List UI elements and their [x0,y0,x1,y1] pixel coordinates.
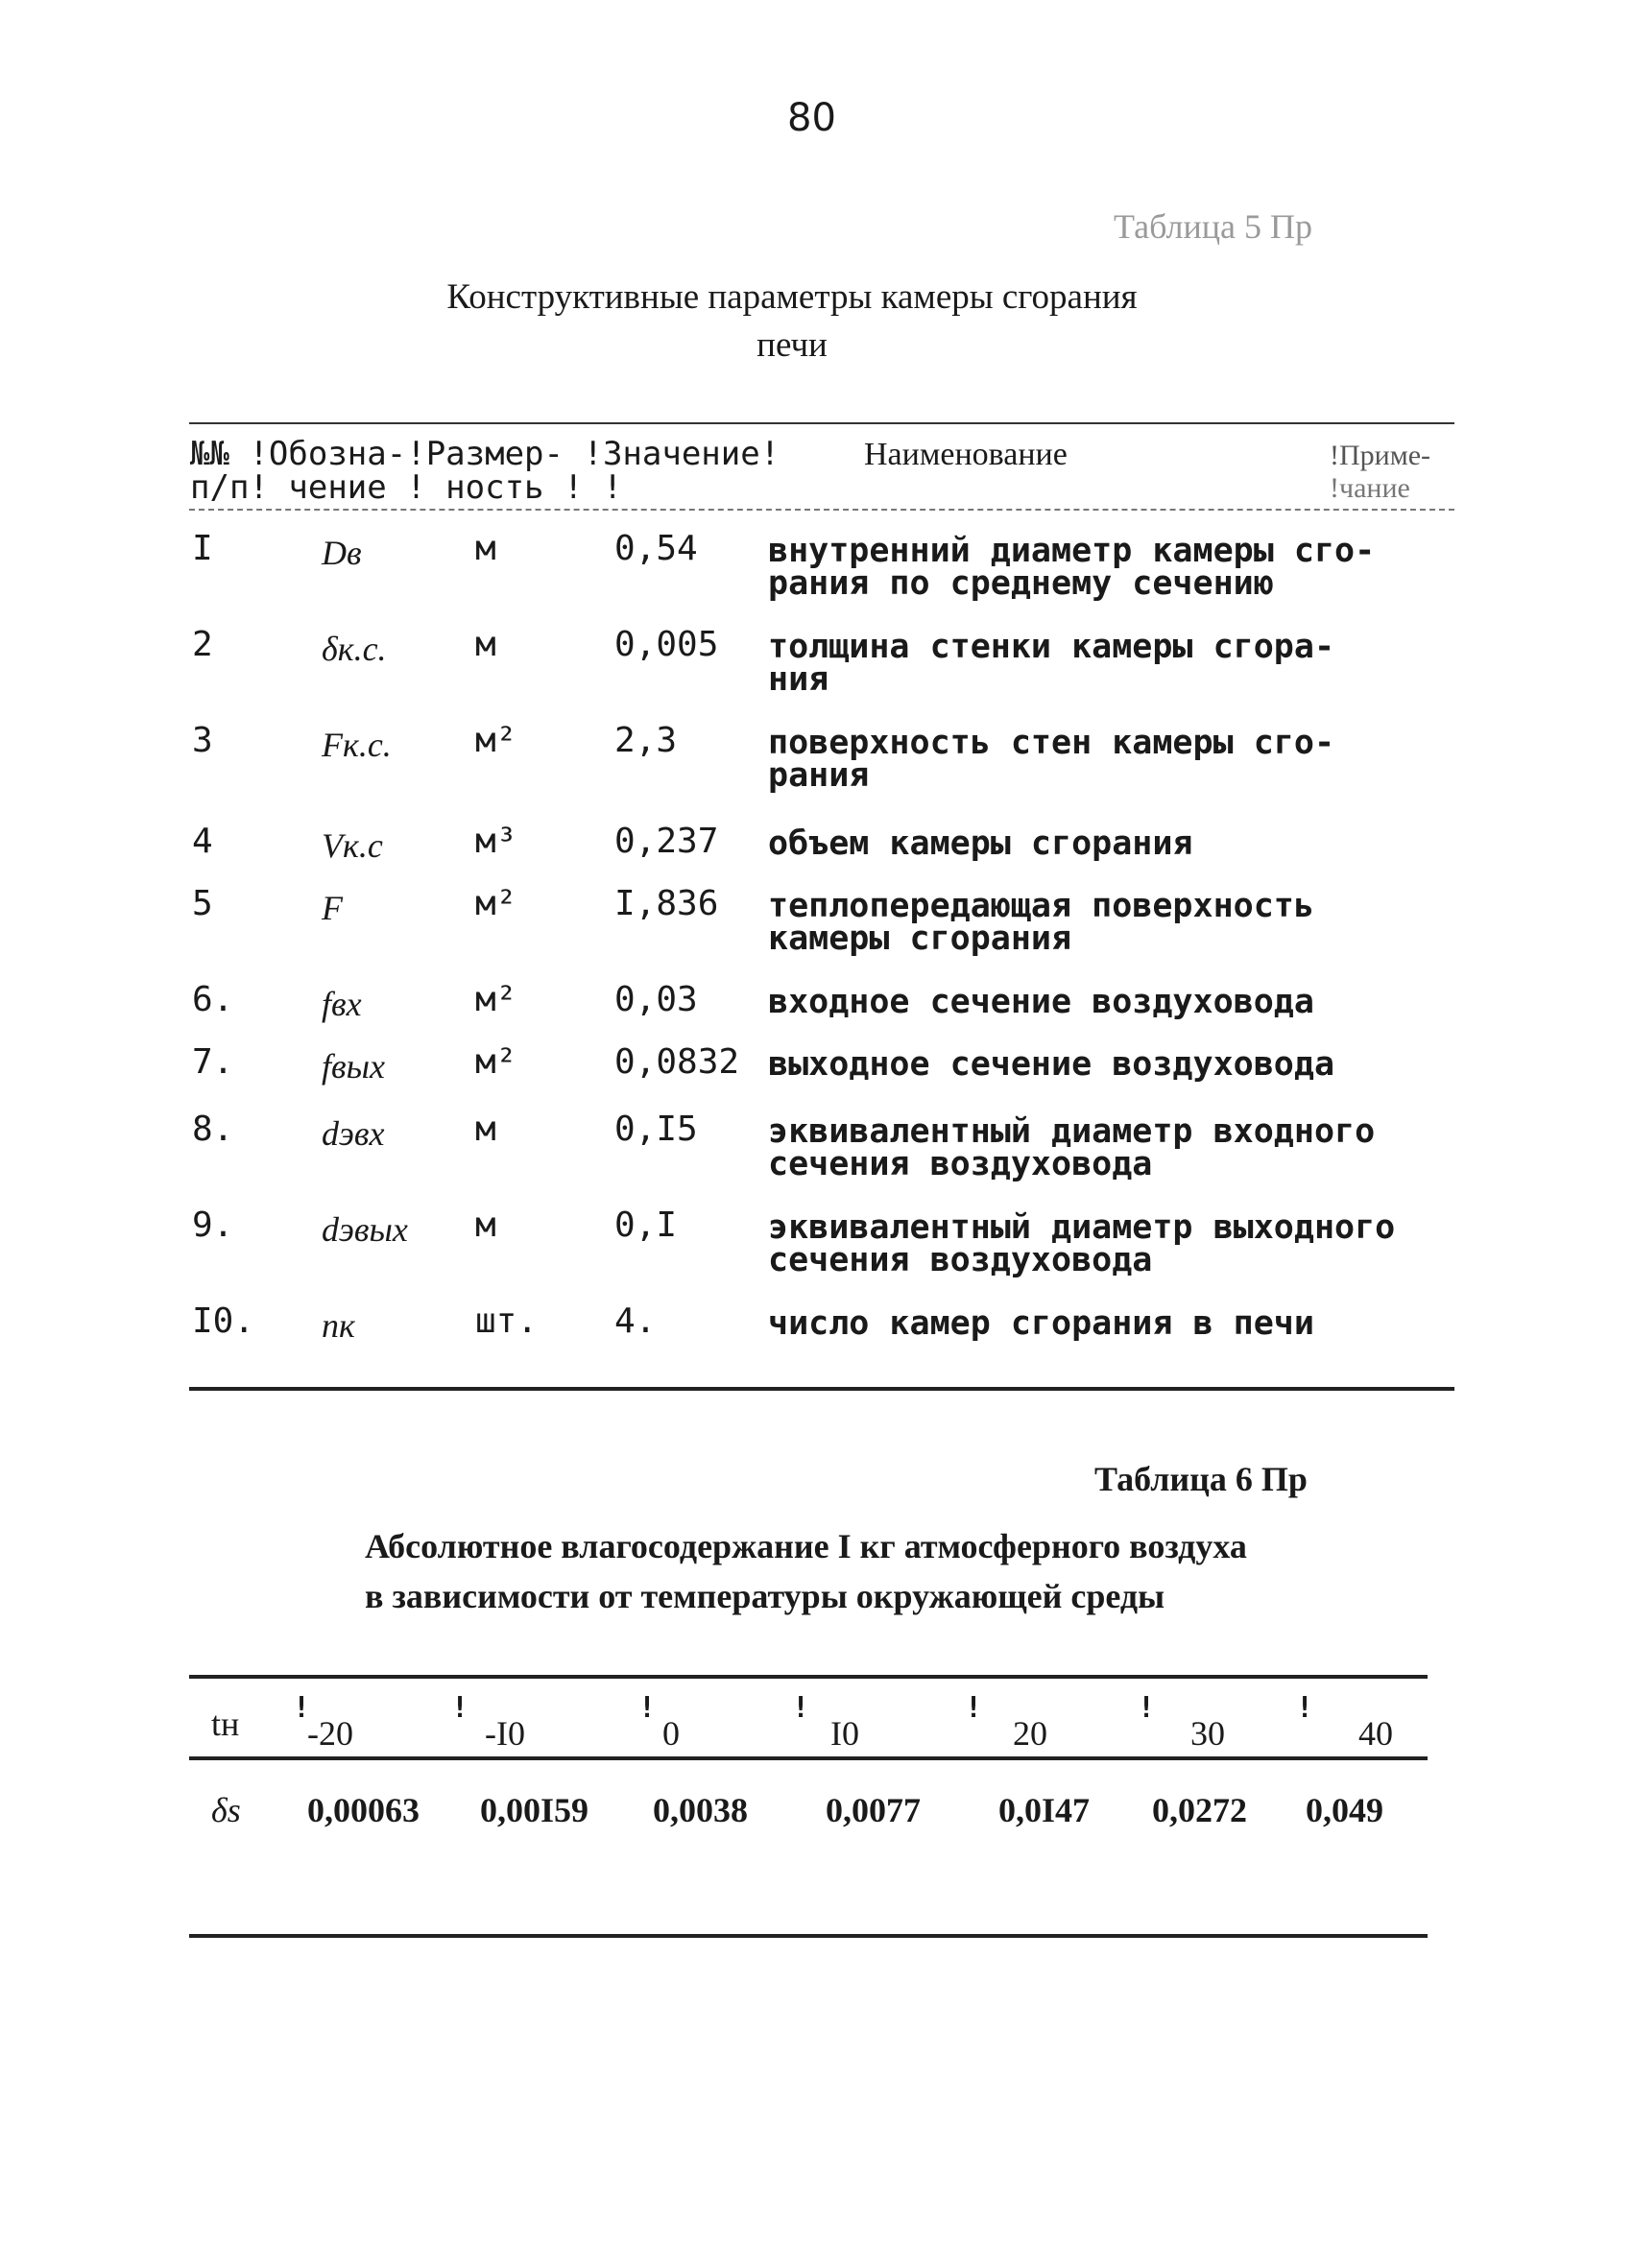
row-name: входное сечение воздуховода [768,983,1314,1021]
table2-top-rule [189,1675,1428,1679]
row-unit: м [475,529,496,568]
table2-bottom-rule [189,1934,1428,1938]
row-name: эквивалентный диаметр выходного сечения воздуховода [768,1208,1396,1279]
row-value: 0,54 [614,529,698,568]
row-name: выходное сечение воздуховода [768,1045,1335,1084]
row-unit: м [475,625,496,664]
row-symbol: Fк.с. [322,726,392,764]
row-value: 0,0832 [614,1042,740,1082]
column-separator: ! [792,1691,810,1725]
column-separator: ! [1296,1691,1314,1725]
row-unit: м [475,1206,496,1245]
row-name: теплопередающая поверхность камеры сгорания [768,887,1314,958]
row-header-moisture: δs [211,1791,241,1829]
row-symbol: fвх [322,985,362,1023]
row-name: поверхность стен камеры сго- рания [768,724,1335,795]
header-num: №№ !Обозна-!Размер- !Значение! [190,435,780,473]
row-name: толщина стенки камеры сгора- ния [768,628,1335,699]
temperature-cell: I0 [830,1714,859,1753]
table1-title-line1: Конструктивные параметры камеры сгорания [446,277,1138,317]
table1-top-rule [189,422,1454,424]
row-name: объем камеры сгорания [768,824,1193,863]
row-symbol: fвых [322,1047,385,1086]
row-number: 6. [192,980,234,1019]
row-value: 4. [614,1301,657,1341]
table1-label: Таблица 5 Пр [1114,207,1312,246]
moisture-cell: 0,0077 [826,1791,921,1829]
temperature-cell: 20 [1013,1714,1047,1753]
row-value: 0,I [614,1206,678,1245]
row-unit: шт. [475,1301,539,1341]
row-number: 8. [192,1110,234,1149]
moisture-cell: 0,00I59 [480,1791,589,1829]
row-name: внутренний диаметр камеры сго- рания по среднему сечению [768,532,1376,603]
row-unit: м³ [475,822,517,861]
row-header-temperature: tн [211,1705,240,1743]
table1-title-line2: печи [756,325,828,365]
table2-label: Таблица 6 Пр [1094,1460,1308,1498]
row-unit: м [475,1110,496,1149]
row-unit: м² [475,1042,517,1082]
temperature-cell: 0 [662,1714,680,1753]
temperature-cell: -20 [307,1714,353,1753]
row-value: I,836 [614,884,719,923]
row-number: 5 [192,884,213,923]
row-number: 3 [192,721,213,760]
table2-title: Абсолютное влагосодержание I кг атмосферного воздуха в зависимости от температуры окружающей среды [365,1527,1247,1615]
moisture-cell: 0,049 [1306,1791,1383,1829]
temperature-cell: 30 [1190,1714,1225,1753]
row-symbol: dэвх [322,1114,385,1153]
row-symbol: F [322,889,343,927]
header-note: !Приме- [1330,440,1431,471]
moisture-cell: 0,0272 [1152,1791,1247,1829]
row-number: 4 [192,822,213,861]
header-note-line2: !чание [1330,472,1410,504]
row-unit: м² [475,721,517,760]
table1-bottom-rule [189,1387,1454,1391]
temperature-cell: -I0 [485,1714,525,1753]
moisture-cell: 0,00063 [307,1791,420,1829]
row-unit: м² [475,980,517,1019]
row-value: 0,005 [614,625,719,664]
column-separator: ! [293,1691,311,1725]
table2-header-rule [189,1756,1428,1760]
row-value: 0,237 [614,822,719,861]
row-unit: м² [475,884,517,923]
column-separator: ! [638,1691,657,1725]
row-number: 2 [192,625,213,664]
row-symbol: Vк.с [322,826,383,865]
moisture-cell: 0,0I47 [998,1791,1091,1829]
table1-header-rule [189,509,1454,511]
moisture-cell: 0,0038 [653,1791,748,1829]
column-separator: ! [1138,1691,1156,1725]
row-value: 0,I5 [614,1110,698,1149]
column-separator: ! [965,1691,983,1725]
header-num-line2: п/п! чение ! ность ! ! [190,468,623,507]
row-symbol: nк [322,1306,355,1345]
row-number: 9. [192,1206,234,1245]
row-symbol: δк.с. [322,630,387,668]
row-name: эквивалентный диаметр входного сечения воздуховода [768,1112,1376,1183]
page-number: 80 [787,96,836,140]
row-number: 7. [192,1042,234,1082]
header-name: Наименование [864,437,1068,472]
temperature-cell: 40 [1358,1714,1393,1753]
row-number: I0. [192,1301,255,1341]
row-symbol: Dв [322,534,362,572]
row-value: 0,03 [614,980,698,1019]
row-symbol: dэвых [322,1210,408,1249]
row-number: I [192,529,213,568]
row-name: число камер сгорания в печи [768,1304,1314,1343]
row-value: 2,3 [614,721,678,760]
column-separator: ! [451,1691,469,1725]
